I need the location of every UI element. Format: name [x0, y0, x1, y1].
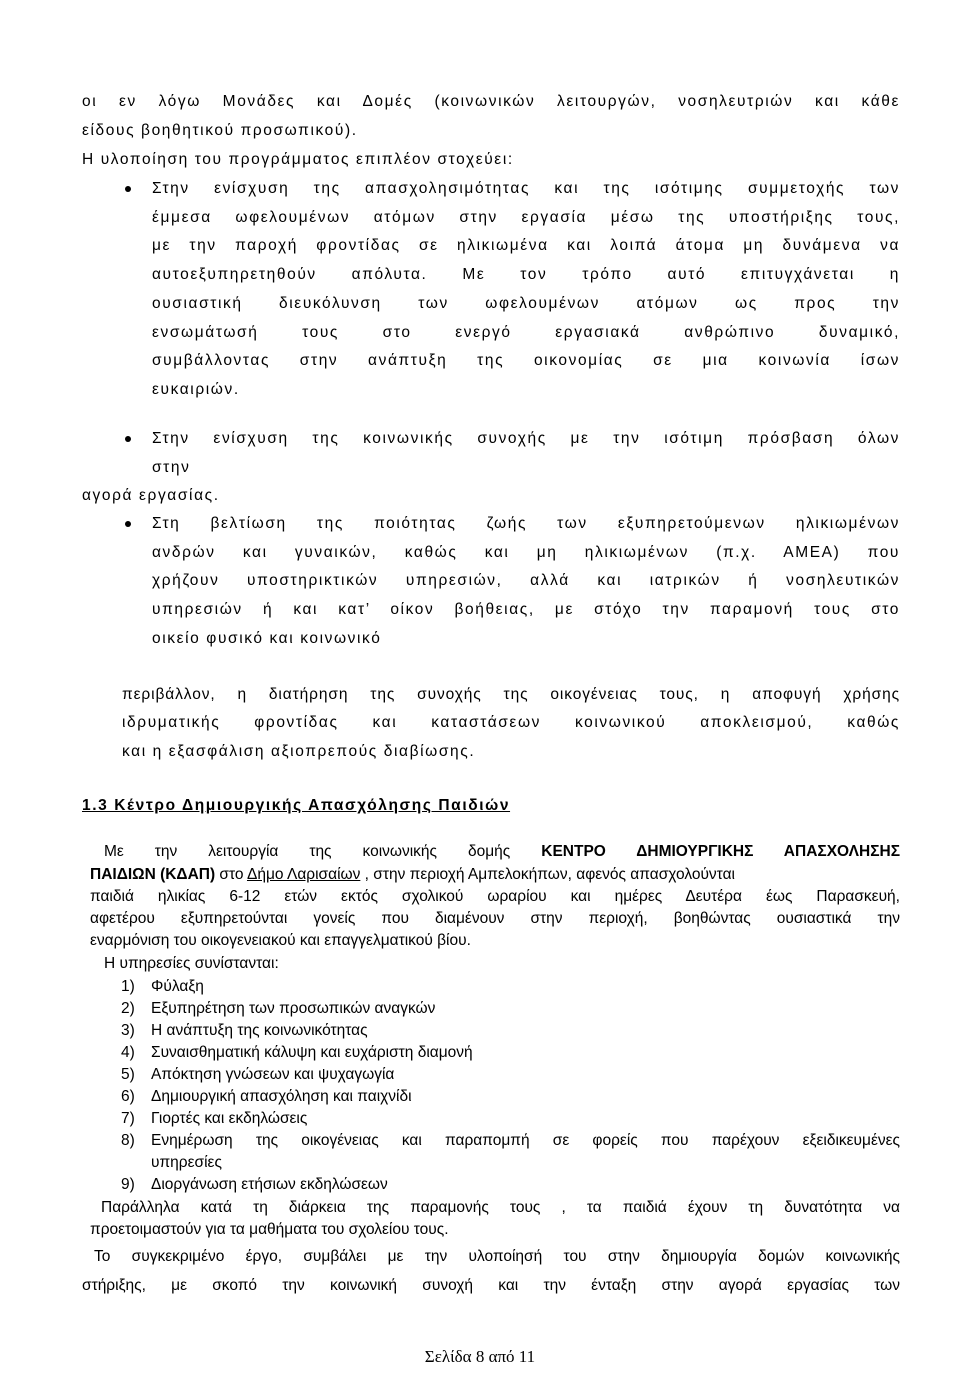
list-item: Απόκτηση γνώσεων και ψυχαγωγία — [151, 1066, 395, 1083]
bullet-line: υπηρεσιών ή και κατ’ οίκον βοήθειας, με στόχο την παραμονή τους στο — [152, 601, 900, 618]
bullet-line: Στην ενίσχυση της απασχολησιμότητας και της ισότιμης συμμετοχής των — [152, 180, 900, 197]
list-number: 2) — [121, 1000, 135, 1017]
list-item: Ενημέρωση της οικογένειας και παραπομπή σε φορείς που παρέχουν εξειδικευμένες — [151, 1132, 900, 1149]
bullet-line: χρήζουν υποστηρικτικών υπηρεσιών, αλλά και ιατρικών ή νοσηλευτικών — [152, 572, 900, 589]
center-acronym-bold: ΠΑΙΔΙΩΝ (ΚΔΑΠ) — [90, 866, 216, 883]
intro-line: οι εν λόγω Μονάδες και Δομές (κοινωνικών λειτουργών, νοσηλευτριών και κάθε — [82, 93, 900, 110]
section-heading: 1.3 Κέντρο Δημιουργικής Απασχόλησης Παιδιών — [82, 797, 511, 814]
paragraph-line: Παράλληλα κατά τη διάρκεια της παραμονής τους , τα παιδιά έχουν τη δυνατότητα να — [101, 1199, 900, 1216]
paragraph-line: παιδιά ηλικίας 6-12 ετών εκτός σχολικού ωραρίου και ημέρες Δευτέρα έως Παρασκευή, — [90, 888, 900, 905]
bullet-line: ανδρών και γυναικών, καθώς και μη ηλικιωμένων (π.χ. ΑΜΕΑ) που — [152, 544, 900, 561]
municipality-link[interactable]: Δήμο Λαρισαίων — [246, 866, 361, 883]
list-item: υπηρεσίες — [151, 1154, 222, 1171]
bullet-line: αυτοεξυπηρετηθούν απόλυτα. Με τον τρόπο αυτό επιτυγχάνεται η — [152, 266, 900, 283]
intro-line: Η υλοποίηση του προγράμματος επιπλέον στοχεύει: — [82, 151, 514, 168]
list-item: Φύλαξη — [151, 978, 204, 995]
list-item: Διοργάνωση ετήσιων εκδηλώσεων — [151, 1176, 388, 1193]
body-line: ιδρυματικής φροντίδας και καταστάσεων κοινωνικού αποκλεισμού, καθώς — [122, 714, 900, 731]
bullet-line: συμβάλλοντας στην ανάπτυξη της οικονομίας σε μια κοινωνία ίσων — [152, 352, 900, 369]
list-number: 5) — [121, 1066, 135, 1083]
list-item: Συναισθηματική κάλυψη και ευχάριστη διαμονή — [151, 1044, 473, 1061]
list-item: Δημιουργική απασχόληση και παιχνίδι — [151, 1088, 412, 1105]
bullet-icon — [125, 436, 131, 442]
paragraph-line: ΠΑΙΔΙΩΝ (ΚΔΑΠ) στο Δήμο Λαρισαίων , στην περιοχή Αμπελοκήπων, αφενός απασχολούνται — [90, 866, 735, 883]
bullet-line: Στην ενίσχυση της κοινωνικής συνοχής με την ισότιμη πρόσβαση όλων — [152, 430, 900, 447]
center-name-bold: ΚΕΝΤΡΟ ΔΗΜΙΟΥΡΓΙΚΗΣ ΑΠΑΣΧΟΛΗΣΗΣ — [541, 843, 900, 860]
bullet-line: ουσιαστική διευκόλυνση των ωφελουμένων ατόμων ως προς την — [152, 295, 900, 312]
bullet-line: με την παροχή φροντίδας σε ηλικιωμένα και λοιπά άτομα μη δυνάμενα να — [152, 237, 900, 254]
bullet-line: οικείο φυσικό και κοινωνικό — [152, 630, 382, 647]
paragraph-line: προετοιμαστούν για τα μαθήματα του σχολείου τους. — [90, 1221, 449, 1238]
body-line: και η εξασφάλιση αξιοπρεπούς διαβίωσης. — [122, 743, 476, 760]
list-number: 4) — [121, 1044, 135, 1061]
paragraph-line: εναρμόνιση του οικογενειακού και επαγγελματικού βίου. — [90, 932, 471, 949]
body-line: περιβάλλον, η διατήρηση της συνοχής της οικογένειας τους, η αποφυγή χρήσης — [122, 686, 900, 703]
list-item: Η ανάπτυξη της κοινωνικότητας — [151, 1022, 368, 1039]
bullet-line: ενσωμάτωσή τους στο ενεργό εργασιακά ανθρώπινο δυναμικό, — [152, 324, 900, 341]
list-item: Εξυπηρέτηση των προσωπικών αναγκών — [151, 1000, 436, 1017]
bullet-line: στην — [152, 459, 191, 476]
services-intro: Η υπηρεσίες συνίστανται: — [104, 955, 279, 972]
bullet-icon — [125, 186, 131, 192]
list-number: 3) — [121, 1022, 135, 1039]
list-number: 6) — [121, 1088, 135, 1105]
list-number: 1) — [121, 978, 135, 995]
bullet-line: Στη βελτίωση της ποιότητας ζωής των εξυπηρετούμενων ηλικιωμένων — [152, 515, 900, 532]
page-footer: Σελίδα 8 από 11 — [424, 1347, 536, 1366]
paragraph-line: Με την λειτουργία της κοινωνικής δομής ΚΕΝΤΡΟ ΔΗΜΙΟΥΡΓΙΚΗΣ ΑΠΑΣΧΟΛΗΣΗΣ — [104, 843, 900, 860]
bullet-line: ευκαιριών. — [152, 381, 240, 398]
paragraph-line: Το συγκεκριμένο έργο, συμβάλει με την υλοποίησή του στην δημιουργία δομών κοινωνικής — [94, 1248, 900, 1265]
bullet-icon — [125, 521, 131, 527]
bullet-line: αγορά εργασίας. — [82, 487, 220, 504]
list-number: 9) — [121, 1176, 135, 1193]
paragraph-line: στήριξης, με σκοπό την κοινωνική συνοχή και την ένταξη στην αγορά εργασίας των — [82, 1277, 900, 1294]
paragraph-line: αφετέρου εξυπηρετούνται γονείς που διαμένουν στην περιοχή, βοηθώντας ουσιαστικά την — [90, 910, 900, 927]
list-number: 7) — [121, 1110, 135, 1127]
intro-line: είδους βοηθητικού προσωπικού). — [82, 122, 358, 139]
bullet-line: έμμεσα ωφελουμένων ατόμων στην εργασία μέσω της υποστήριξης τους, — [152, 209, 900, 226]
list-item: Γιορτές και εκδηλώσεις — [151, 1110, 308, 1127]
list-number: 8) — [121, 1132, 135, 1149]
